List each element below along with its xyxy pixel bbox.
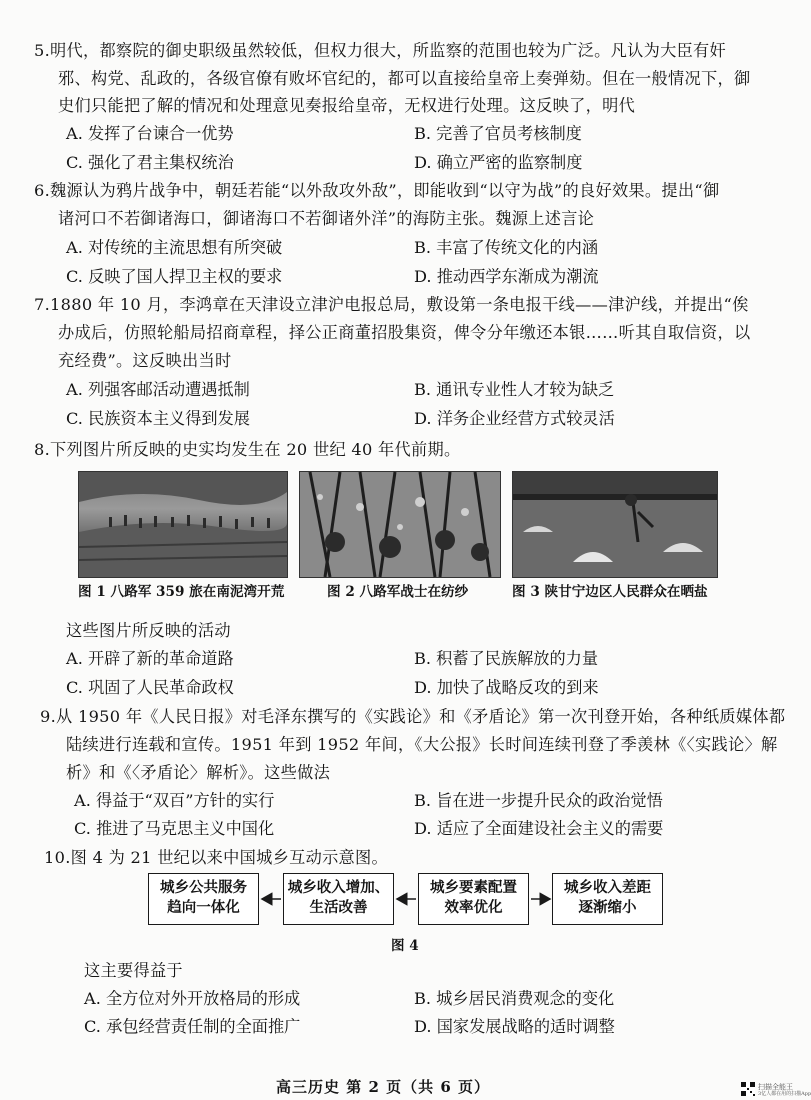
q7-option-d: D. 洋务企业经营方式较灵活: [414, 409, 615, 428]
q10-option-b: B. 城乡居民消费观念的变化: [414, 989, 615, 1008]
q9-stem-line-1: 9.从 1950 年《人民日报》对毛泽东撰写的《实践论》和《矛盾论》第一次刊登开始，各种纸质媒体都: [40, 707, 786, 726]
box-2-line-2: 生活改善: [309, 899, 368, 916]
box-3-line-1: 城乡要素配置: [430, 879, 517, 896]
watermark-tagline: 3亿人都在用的扫描App: [758, 1091, 811, 1097]
box-1-line-1: 城乡公共服务: [160, 879, 247, 896]
watermark-brand: 扫描全能王: [758, 1083, 793, 1091]
caption-figure-3: 图 3 陕甘宁边区人民群众在晒盐: [512, 584, 708, 600]
q5-stem-line-1: 5.明代，都察院的御史职级虽然较低，但权力很大，所监察的范围也较为广泛。凡认为大臣有奸: [34, 41, 727, 60]
diagram-box-income-increase: [283, 873, 394, 925]
q9-stem-line-3: 析》和《〈矛盾论〉解析》。这些做法: [66, 763, 331, 782]
box-4-line-1: 城乡收入差距: [564, 879, 651, 896]
caption-figure-1: 图 1 八路军 359 旅在南泥湾开荒: [78, 584, 285, 600]
q7-stem-line-1: 7.1880 年 10 月，李鸿章在天津设立津沪电报总局，敷设第一条电报干线——津沪线，并提出“俟: [34, 295, 749, 314]
q7-option-b: B. 通讯专业性人才较为缺乏: [414, 380, 615, 399]
q7-option-a: A. 列强客邮活动遭遇抵制: [66, 380, 250, 399]
q8-option-d: D. 加快了战略反攻的到来: [414, 678, 599, 697]
caption-figure-2: 图 2 八路军战士在纺纱: [327, 584, 469, 600]
q8-stem-line-1: 8.下列图片所反映的史实均发生在 20 世纪 40 年代前期。: [34, 440, 461, 459]
q6-option-c: C. 反映了国人捍卫主权的要求: [66, 267, 283, 286]
q9-option-b: B. 旨在进一步提升民众的政治觉悟: [414, 791, 663, 810]
q5-option-c: C. 强化了君主集权统治: [66, 153, 234, 172]
q9-option-d: D. 适应了全面建设社会主义的需要: [414, 819, 664, 838]
q5-stem-line-3: 史们只能把了解的情况和处理意见奏报给皇帝，无权进行处理。这反映了，明代: [58, 96, 636, 115]
diagram-box-public-services: [148, 873, 259, 925]
q8-after-text: 这些图片所反映的活动: [66, 621, 231, 640]
box-1-line-2: 趋向一体化: [167, 899, 240, 916]
q6-stem-line-1: 6.魏源认为鸦片战争中，朝廷若能“以外敌攻外敌”，即能收到“以守为战”的良好效果。提出“御: [34, 181, 720, 200]
q10-stem-line-1: 10.图 4 为 21 世纪以来中国城乡互动示意图。: [44, 848, 389, 867]
q6-stem-line-2: 诸河口不若御诸海口，御诸海口不若御诸外洋”的海防主张。魏源上述言论: [58, 209, 595, 228]
q8-option-a: A. 开辟了新的革命道路: [66, 649, 234, 668]
q8-option-c: C. 巩固了人民革命政权: [66, 678, 234, 697]
q10-after-text: 这主要得益于: [84, 961, 183, 980]
q7-stem-line-2: 办成后，仿照轮船局招商章程，择公正商董招股集资，俾令分年缴还本银……听其自取信资，以: [58, 323, 751, 342]
q9-option-c: C. 推进了马克思主义中国化: [74, 819, 275, 838]
q8-option-b: B. 积蓄了民族解放的力量: [414, 649, 599, 668]
q10-option-a: A. 全方位对外开放格局的形成: [84, 989, 301, 1008]
q5-option-b: B. 完善了官员考核制度: [414, 124, 582, 143]
diagram-box-factor-allocation: [418, 873, 529, 925]
box-3-line-2: 效率优化: [444, 899, 503, 916]
q5-option-a: A. 发挥了台谏合一优势: [66, 124, 234, 143]
q10-option-d: D. 国家发展战略的适时调整: [414, 1017, 615, 1036]
q9-stem-line-2: 陆续进行连载和宣传。1951 年到 1952 年间，《大公报》长时间连续刊登了季羡林《〈实践论〉解: [66, 735, 778, 754]
diagram-box-income-gap: [552, 873, 663, 925]
q9-option-a: A. 得益于“双百”方针的实行: [74, 791, 275, 810]
q5-option-d: D. 确立严密的监察制度: [414, 153, 583, 172]
box-2-line-1: 城乡收入增加、: [287, 879, 390, 896]
box-4-line-2: 逐渐缩小: [578, 899, 637, 916]
q6-option-a: A. 对传统的主流思想有所突破: [66, 238, 283, 257]
q10-option-c: C. 承包经营责任制的全面推广: [84, 1017, 301, 1036]
q7-stem-line-3: 充经费”。这反映出当时: [58, 351, 232, 370]
q7-option-c: C. 民族资本主义得到发展: [66, 409, 250, 428]
q6-option-d: D. 推动西学东渐成为潮流: [414, 267, 599, 286]
q5-stem-line-2: 邪、构党、乱政的，各级官僚有败坏官纪的，都可以直接给皇帝上奏弹劾。但在一般情况下，御: [58, 69, 751, 88]
diagram-label: 图 4: [391, 938, 419, 954]
q6-option-b: B. 丰富了传统文化的内涵: [414, 238, 599, 257]
page-footer: 高三历史 第 2 页（共 6 页）: [276, 1078, 490, 1096]
qr-code-icon: [741, 1082, 755, 1096]
